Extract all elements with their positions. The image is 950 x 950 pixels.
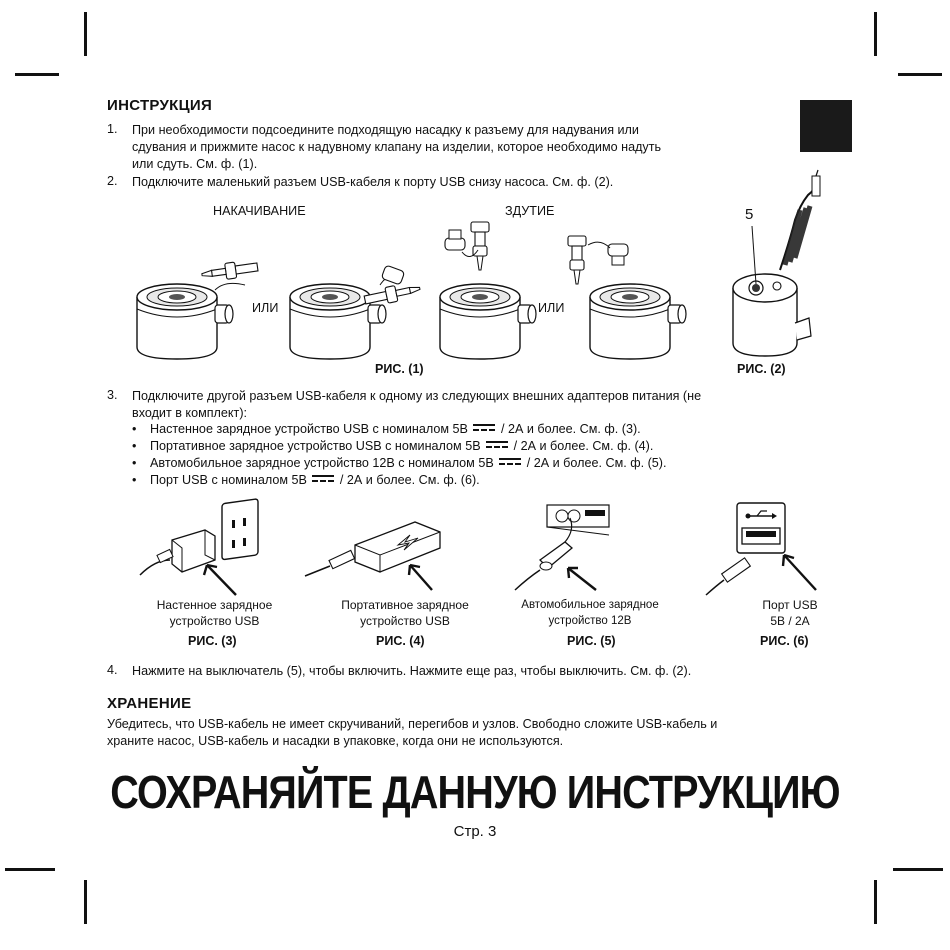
callout-switch-5: 5 — [745, 206, 754, 223]
bullet-2-dot: • — [132, 439, 137, 453]
or-label-1: ИЛИ — [252, 301, 279, 315]
fig3-description — [142, 597, 287, 629]
step-1-number: 1. — [107, 122, 118, 136]
fig6-description — [745, 597, 835, 629]
step-4-number: 4. — [107, 663, 118, 677]
step-1-line-2: сдувания и прижмите насос к надувному клапану на изделии, которое необходимо надуть — [132, 140, 662, 154]
step-2-number: 2. — [107, 174, 118, 188]
bullet-4-dot: • — [132, 473, 137, 487]
step-2-line-1: Подключите маленький разъем USB-кабеля к порту USB снизу насоса. См. ф. (2). — [132, 175, 614, 189]
step-1-line-3: или сдуть. См. ф. (1). — [132, 157, 258, 171]
bullet-4-post: / 2А и более. См. ф. (6). — [339, 473, 480, 487]
save-instructions-banner: СОХРАНЯЙТЕ ДАННУЮ ИНСТРУКЦИЮ — [110, 766, 840, 818]
bullet-1-pre: Настенное зарядное устройство USB с номиналом 5В — [150, 422, 468, 436]
or-label-2: ИЛИ — [538, 301, 565, 315]
bullet-3-post: / 2А и более. См. ф. (5). — [526, 456, 667, 470]
usb-port-icon — [737, 503, 785, 553]
fig2-caption: РИС. (2) — [737, 362, 786, 376]
fig6-caption: РИС. (6) — [760, 634, 809, 648]
bullet-3-dot: • — [132, 456, 137, 470]
fig4-line-1: Портативное зарядное — [341, 598, 469, 612]
bullet-2-post: / 2А и более. См. ф. (4). — [513, 439, 654, 453]
instructions-heading: ИНСТРУКЦИЯ — [107, 97, 213, 114]
wall-outlet-icon — [222, 499, 258, 560]
power-bank-icon — [305, 522, 440, 590]
car-socket-icon — [547, 505, 609, 535]
step-3-line-1: Подключите другой разъем USB-кабеля к одному из следующих внешних адаптеров питания (не — [132, 389, 702, 403]
fig6-line-2: 5В / 2А — [770, 614, 810, 628]
storage-line-2: храните насос, USB-кабель и насадки в упаковке, когда они не используются. — [107, 734, 564, 748]
fig1-caption: РИС. (1) — [375, 362, 424, 376]
storage-heading: ХРАНЕНИЕ — [107, 695, 192, 712]
bullet-4-pre: Порт USB с номиналом 5В — [150, 473, 307, 487]
bullet-1-dot: • — [132, 422, 137, 436]
fig3-line-2: устройство USB — [169, 614, 260, 628]
bullet-2-pre: Портативное зарядное устройство USB с номиналом 5В — [150, 439, 481, 453]
step-3-number: 3. — [107, 388, 118, 402]
label-deflate: ЗДУТИЕ — [505, 204, 555, 218]
page-number: Стр. 3 — [453, 823, 497, 840]
car-charger-icon — [515, 518, 596, 590]
fig4-caption: РИС. (4) — [376, 634, 425, 648]
fig6-line-1: Порт USB — [762, 598, 818, 612]
fig4-description — [325, 597, 485, 629]
fig5-caption: РИС. (5) — [567, 634, 616, 648]
fig5-line-1: Автомобильное зарядное — [521, 599, 659, 611]
usb-plug-icon — [706, 555, 816, 595]
storage-line-1: Убедитесь, что USB-кабель не имеет скручиваний, перегибов и узлов. Свободно сложите USB-кабель и — [107, 717, 718, 731]
fig5-line-2: устройство 12В — [548, 615, 632, 627]
step-3-line-2: входит в комплект): — [132, 406, 248, 420]
fig5-description — [510, 597, 670, 629]
bullet-1-post: / 2А и более. См. ф. (3). — [500, 422, 641, 436]
bullet-3-pre: Автомобильное зарядное устройство 12В с номиналом 5В — [150, 456, 494, 470]
fig3-line-1: Настенное зарядное — [156, 598, 273, 612]
label-inflate: НАКАЧИВАНИЕ — [213, 204, 306, 218]
step-1-line-1: При необходимости подсоедините подходящую насадку к разъему для надувания или — [132, 123, 639, 137]
fig3-caption: РИС. (3) — [188, 634, 237, 648]
step-4-line-1: Нажмите на выключатель (5), чтобы включить. Нажмите еще раз, чтобы выключить. См. ф. (2). — [132, 664, 692, 678]
fig4-line-2: устройство USB — [360, 614, 450, 628]
